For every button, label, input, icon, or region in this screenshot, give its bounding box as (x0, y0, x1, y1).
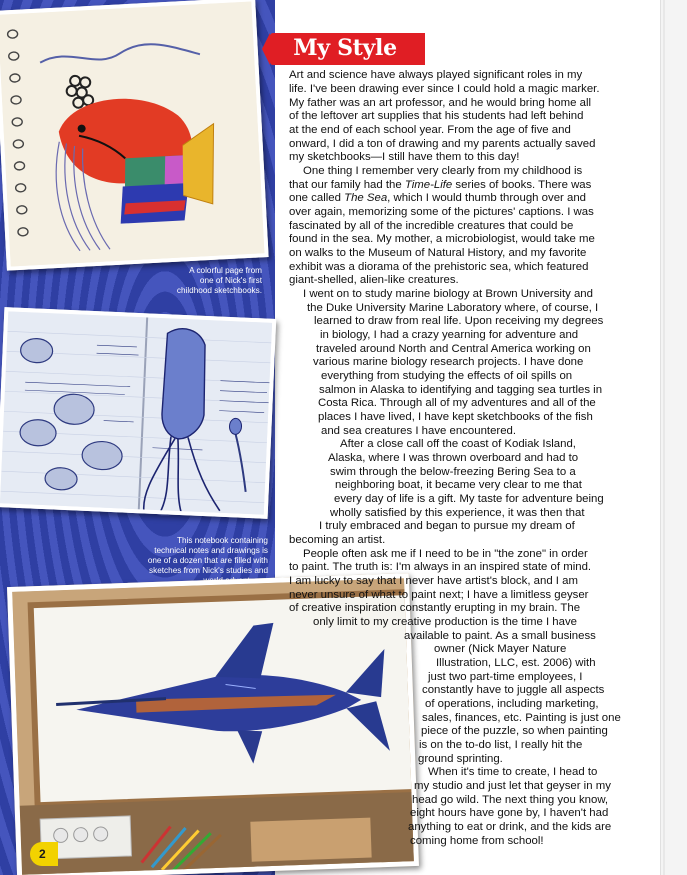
title-banner (270, 33, 425, 65)
body-line: is on the to-do list, I really hit the (419, 739, 583, 751)
body-line: One thing I remember very clearly from my childhood is (303, 165, 583, 177)
page-number: 2 (39, 847, 46, 861)
body-line: just two part-time employees, I (428, 671, 583, 683)
body-line: becoming an artist. (289, 534, 386, 546)
caption-line: A colorful page from (189, 266, 262, 275)
body-line: onward, I did a ton of drawing and my parents actually saved (289, 138, 596, 150)
body-line: salmon in Alaska to identifying and tagging sea turtles in (319, 384, 603, 396)
caption-line: childhood sketchbooks. (176, 286, 262, 295)
caption-line: This notebook containing (176, 536, 268, 545)
body-line: at the end of each school year. From the age of five and (289, 124, 571, 136)
body-line: Alaska, where I was thrown overboard and had to (328, 452, 579, 464)
body-line: When it's time to create, I head to (428, 766, 598, 778)
body-line: Art and science have always played significant roles in my (289, 69, 583, 81)
caption-line: sketches from Nick's studies and (149, 566, 268, 575)
caption-line: one of a dozen that are filled with (147, 556, 268, 565)
body-line: places I have lived, I have kept sketchbooks of the fish (318, 411, 593, 423)
body-line: sales, finances, etc. Painting is just one (422, 712, 621, 724)
body-line: People often ask me if I need to be in "the zone" in order (303, 548, 588, 560)
body-line: After a close call off the coast of Kodiak Island, (340, 438, 576, 450)
body-line: Illustration, LLC, est. 2006) with (436, 657, 596, 669)
body-line: and sea creatures I have encountered. (321, 425, 517, 437)
body-line: owner (Nick Mayer Nature (434, 643, 567, 655)
body-line: neighboring boat, it became very clear to me that (335, 479, 582, 491)
body-line: My father was an art professor, and he would bring home all (289, 97, 592, 109)
body-line: everything from studying the effects of oil spills on (321, 370, 573, 382)
body-line: piece of the puzzle, so when painting (421, 725, 608, 737)
body-line: I am lucky to say that I never have artist's block, and I am (289, 575, 578, 587)
body-line: swim through the below-freezing Bering Sea to a (330, 466, 576, 478)
body-line: in biology, I had a crazy yearning for adventure and (320, 329, 579, 341)
body-line: coming home from school! (410, 835, 544, 847)
page-number-tab (30, 842, 58, 866)
notebook-photo (0, 307, 276, 519)
body-line: constantly have to juggle all aspects (422, 684, 605, 696)
body-line: never unsure of what to paint next; I have a limitless geyser (289, 589, 589, 601)
page-edge (660, 0, 687, 875)
body-line: of the leftover art supplies that his students had left behind (289, 110, 584, 122)
caption-line: one of Nick's first (199, 276, 262, 285)
sketchbook-caption (140, 266, 262, 296)
body-line: the Duke University Marine Laboratory where, of course, I (307, 302, 599, 314)
body-line: every day of life is a gift. My taste for adventure being (334, 493, 604, 505)
body-line: I went on to study marine biology at Brown University and (303, 288, 593, 300)
body-line: eight hours have gone by, I haven't had (410, 807, 609, 819)
body-line: of creative inspiration constantly erupting in my brain. The (289, 602, 581, 614)
body-line: over again, memorizing some of the pictures' captions. I was (289, 206, 594, 218)
body-line: I truly embraced and began to pursue my dream of (319, 520, 575, 532)
page-title: My Style (293, 35, 397, 61)
body-line: my studio and just let that geyser in my (414, 780, 611, 792)
body-line: my sketchbooks—I still have them to this day! (289, 151, 520, 163)
body-line: exhibit was a diorama of the prehistoric sea, which featured (289, 261, 589, 273)
body-line: traveled around North and Central America working on (316, 343, 591, 355)
body-line: available to paint. As a small business (404, 630, 596, 642)
body-line: Costa Rica. Through all of my adventures and all of the (318, 397, 596, 409)
body-line: only limit to my creative production is the time I have (313, 616, 577, 628)
body-line: ground sprinting. (418, 753, 503, 765)
body-line: head go wild. The next thing you know, (412, 794, 609, 806)
body-line: fascinated by all of the incredible creatures that could be (289, 220, 574, 232)
body-line: that our family had the Time-Life series of books. There was (289, 179, 592, 191)
body-line: life. I've been drawing ever since I could hold a magic marker. (289, 83, 600, 95)
body-line: to paint. The truth is: I'm always in an inspired state of mind. (289, 561, 592, 573)
sketchbook-drawing (0, 1, 269, 271)
body-line: giant-shelled, alien-like creatures. (289, 274, 459, 286)
caption-line: technical notes and drawings is (154, 546, 268, 555)
body-line: of operations, including marketing, (425, 698, 599, 710)
sketchbook-photo (0, 0, 269, 271)
body-line: various marine biology research projects. I have done (313, 356, 584, 368)
body-line: found in the sea. My mother, a microbiologist, would take me (289, 233, 595, 245)
body-line: wholly satisfied by this experience, it was then that (330, 507, 585, 519)
body-line: on walks to the Museum of Natural History, and my favorite (289, 247, 587, 259)
notebook-drawing (0, 311, 276, 519)
body-line: learned to draw from real life. Upon receiving my degrees (314, 315, 604, 327)
body-line: one called The Sea, which I would thumb through over and (289, 192, 586, 204)
body-line: anything to eat or drink, and the kids are (408, 821, 612, 833)
